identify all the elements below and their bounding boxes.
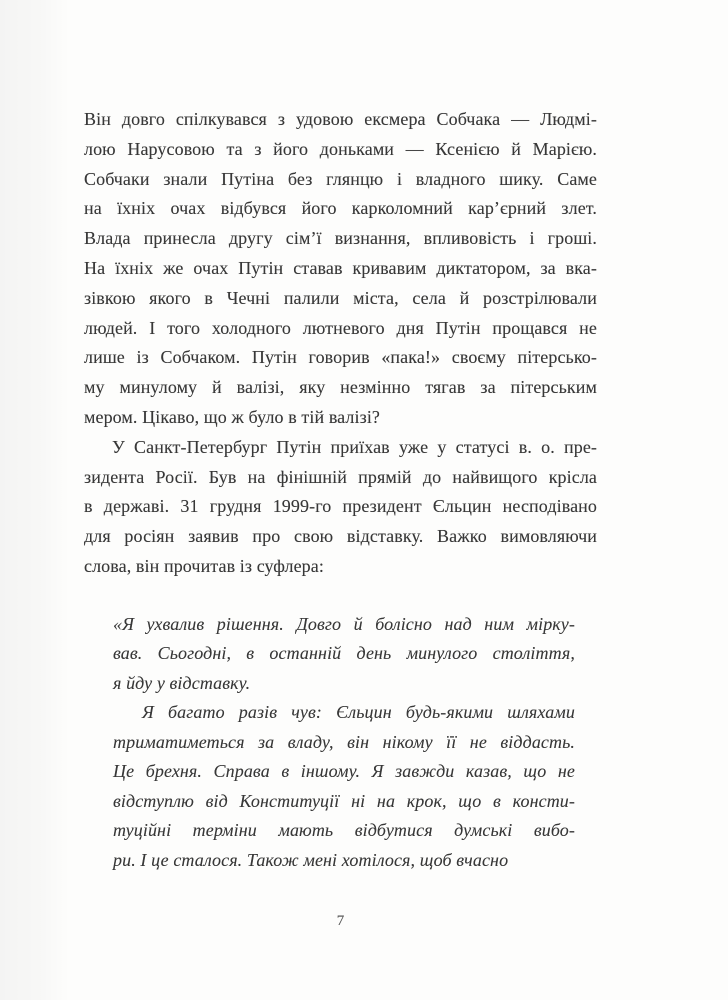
text-line: Він довго спілкувався з удовою ексмера Собчака — Людмі- [84,109,597,129]
paragraph [84,433,597,582]
paragraph [84,105,597,433]
text-line: мером. Цікаво, що ж було в тій валізі? [84,406,381,427]
text-line: му минулому й валізі, яку незмінно тягав за пітерським [84,377,597,398]
text-line: «Я ухвалив рішення. Довго й болісно над ним мірку- [113,613,575,634]
page-number: 7 [336,913,345,929]
text-line: ри. І це сталося. Також мені хотілося, щоб вчасно [113,849,509,870]
text-line: відступлю від Конституції ні на крок, що в консти- [113,790,575,811]
paragraphs [84,105,597,875]
text-line: слова, він прочитав із суфлера: [84,555,324,576]
text-line: лою Нарусовою та з його доньками — Ксенією й Марією. [84,138,597,159]
text-line: зівкою якого в Чечні палили міста, села й розстрілювали [84,287,597,308]
paragraph [113,610,575,699]
text-line: Я багато разів чув: Єльцин будь-якими шляхами [142,702,575,723]
text-line: У Санкт-Петербург Путін приїхав уже у статусі в. о. пре- [112,436,597,457]
text-line: людей. І того холодного лютневого дня Путін прощався не [84,317,597,338]
text-line: На їхніх же очах Путін ставав кривавим диктатором, за вка- [84,257,597,278]
text-line: зидента Росії. Був на фінішній прямій до найвищого крісла [84,466,597,487]
text-line: лише із Собчаком. Путін говорив «пака!» своєму пітерсько- [84,347,597,368]
text-line: я йду у відставку. [113,672,251,693]
text-line: Собчаки знали Путіна без глянцю і владного шику. Саме [84,168,597,189]
text-line: вав. Сьогодні, в останній день минулого століття, [113,643,575,664]
page-gutter-shadow [0,0,70,1000]
text-line: туційні терміни мають відбутися думські вибо- [113,820,575,841]
text-line: Це брехня. Справа в іншому. Я завжди казав, що не [113,761,575,782]
text-line: Влада принесла другу сім’ї визнання, впливовість і гроші. [84,228,597,249]
text-line: триматиметься за владу, він нікому її не віддасть. [113,731,575,752]
text-line: в державі. 31 грудня 1999-го президент Єльцин несподівано [84,496,597,517]
text-line: для росіян заявив про свою відставку. Важко вимовляючи [84,526,597,547]
page-text-block [84,105,597,875]
paragraph [113,698,575,875]
text-line: на їхніх очах відбувся його карколомний кар’єрний злет. [84,198,597,219]
blockquote [113,610,575,876]
